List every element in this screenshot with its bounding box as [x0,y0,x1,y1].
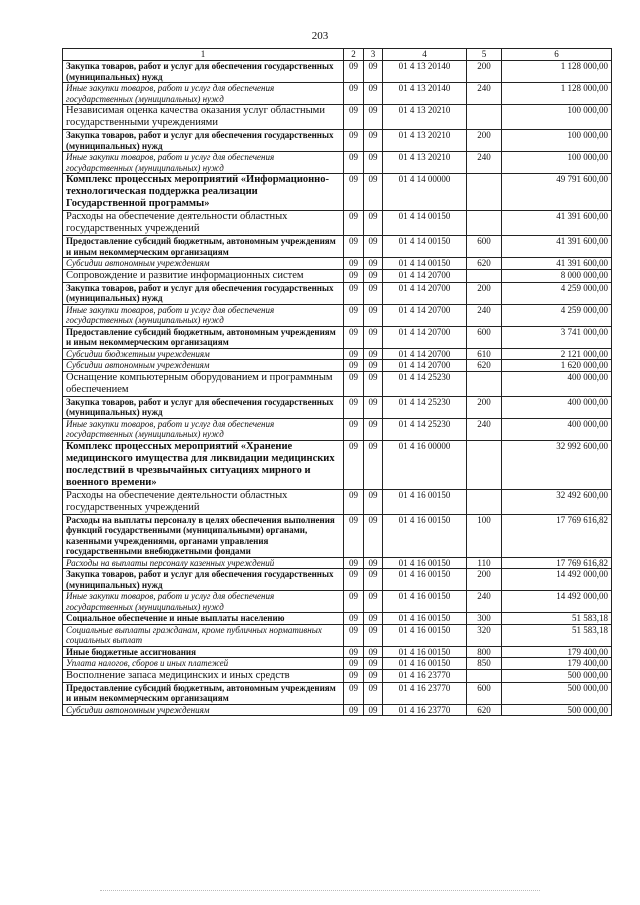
row-name: Иные закупки товаров, работ и услуг для обеспечения государственных (муниципальных) нужд [63,304,344,326]
target-item-code: 01 4 13 20210 [383,152,467,174]
target-item-code: 01 4 14 20700 [383,360,467,372]
table-row [63,236,612,258]
table-row [63,569,612,591]
amount: 41 391 600,00 [502,211,612,236]
expense-type-code: 110 [467,557,502,569]
page-number: 203 [311,30,329,42]
table-row [63,360,612,372]
target-item-code: 01 4 16 00150 [383,624,467,646]
amount: 100 000,00 [502,152,612,174]
section-code: 09 [344,646,364,658]
table-row [63,282,612,304]
target-item-code: 01 4 16 23770 [383,669,467,682]
table-row [63,174,612,211]
subsection-code: 09 [364,61,383,83]
amount: 51 583,18 [502,613,612,625]
row-name: Расходы на обеспечение деятельности областных государственных учреждений [63,489,344,514]
row-name: Субсидии автономным учреждениям [63,258,344,270]
expense-type-code: 200 [467,396,502,418]
subsection-code: 09 [364,152,383,174]
expense-type-code: 240 [467,83,502,105]
row-name: Закупка товаров, работ и услуг для обеспечения государственных (муниципальных) нужд [63,569,344,591]
section-code: 09 [344,105,364,130]
subsection-code: 09 [364,624,383,646]
header-col-5: 5 [467,49,502,61]
section-code: 09 [344,83,364,105]
expense-type-code: 300 [467,613,502,625]
row-name: Субсидии автономным учреждениям [63,360,344,372]
subsection-code: 09 [364,682,383,704]
target-item-code: 01 4 14 25230 [383,418,467,440]
amount: 8 000 000,00 [502,269,612,282]
section-code: 09 [344,591,364,613]
target-item-code: 01 4 14 00000 [383,174,467,211]
target-item-code: 01 4 16 00150 [383,613,467,625]
expense-type-code: 610 [467,348,502,360]
amount: 51 583,18 [502,624,612,646]
expense-type-code: 620 [467,360,502,372]
table-row [63,591,612,613]
expense-type-code: 240 [467,418,502,440]
subsection-code: 09 [364,236,383,258]
expense-type-code [467,440,502,489]
amount: 17 769 616,82 [502,514,612,557]
target-item-code: 01 4 14 00150 [383,211,467,236]
amount: 400 000,00 [502,418,612,440]
row-name: Закупка товаров, работ и услуг для обеспечения государственных (муниципальных) нужд [63,282,344,304]
subsection-code: 09 [364,658,383,670]
section-code: 09 [344,304,364,326]
expense-type-code: 800 [467,646,502,658]
expense-type-code [467,489,502,514]
subsection-code: 09 [364,613,383,625]
target-item-code: 01 4 14 20700 [383,304,467,326]
target-item-code: 01 4 16 00150 [383,591,467,613]
subsection-code: 09 [364,646,383,658]
section-code: 09 [344,211,364,236]
target-item-code: 01 4 13 20210 [383,105,467,130]
subsection-code: 09 [364,418,383,440]
section-code: 09 [344,658,364,670]
table-row [63,105,612,130]
amount: 179 400,00 [502,658,612,670]
subsection-code: 09 [364,304,383,326]
table-row [63,704,612,716]
table-row [63,348,612,360]
target-item-code: 01 4 14 20700 [383,269,467,282]
expense-type-code: 620 [467,258,502,270]
subsection-code: 09 [364,489,383,514]
row-name: Уплата налогов, сборов и иных платежей [63,658,344,670]
section-code: 09 [344,557,364,569]
table-row [63,489,612,514]
subsection-code: 09 [364,83,383,105]
target-item-code: 01 4 14 20700 [383,348,467,360]
target-item-code: 01 4 16 00150 [383,569,467,591]
target-item-code: 01 4 16 23770 [383,704,467,716]
section-code: 09 [344,371,364,396]
row-name: Иные закупки товаров, работ и услуг для обеспечения государственных (муниципальных) нужд [63,83,344,105]
expense-type-code: 200 [467,130,502,152]
amount: 100 000,00 [502,105,612,130]
amount: 500 000,00 [502,669,612,682]
row-name: Расходы на выплаты персоналу в целях обеспечения выполнения функций государственными (муниципальными) органами, казенными учреждениями, органами управления государственными внебюджетными фондами [63,514,344,557]
section-code: 09 [344,269,364,282]
expense-type-code [467,105,502,130]
expense-type-code: 200 [467,569,502,591]
subsection-code: 09 [364,348,383,360]
table-row [63,658,612,670]
amount: 500 000,00 [502,704,612,716]
amount: 500 000,00 [502,682,612,704]
row-name: Комплекс процессных мероприятий «Информационно-технологическая поддержка реализации Государственной программы» [63,174,344,211]
row-name: Иные закупки товаров, работ и услуг для обеспечения государственных (муниципальных) нужд [63,418,344,440]
amount: 49 791 600,00 [502,174,612,211]
amount: 4 259 000,00 [502,304,612,326]
expense-type-code: 100 [467,514,502,557]
budget-table [62,48,612,716]
section-code: 09 [344,682,364,704]
target-item-code: 01 4 16 00150 [383,658,467,670]
amount: 3 741 000,00 [502,326,612,348]
target-item-code: 01 4 14 00150 [383,258,467,270]
section-code: 09 [344,282,364,304]
subsection-code: 09 [364,569,383,591]
expense-type-code: 240 [467,152,502,174]
target-item-code: 01 4 14 25230 [383,371,467,396]
amount: 14 492 000,00 [502,591,612,613]
header-col-3: 3 [364,49,383,61]
subsection-code: 09 [364,591,383,613]
table-row [63,83,612,105]
header-col-6: 6 [502,49,612,61]
target-item-code: 01 4 16 00150 [383,557,467,569]
expense-type-code: 320 [467,624,502,646]
table-row [63,371,612,396]
amount: 1 620 000,00 [502,360,612,372]
row-name: Иные бюджетные ассигнования [63,646,344,658]
row-name: Восполнение запаса медицинских и иных средств [63,669,344,682]
table-row [63,258,612,270]
table-row [63,152,612,174]
section-code: 09 [344,624,364,646]
row-name: Социальное обеспечение и иные выплаты населению [63,613,344,625]
section-code: 09 [344,174,364,211]
expense-type-code [467,269,502,282]
subsection-code: 09 [364,326,383,348]
section-code: 09 [344,396,364,418]
target-item-code: 01 4 13 20210 [383,130,467,152]
target-item-code: 01 4 14 00150 [383,236,467,258]
row-name: Расходы на обеспечение деятельности областных государственных учреждений [63,211,344,236]
table-row [63,326,612,348]
section-code: 09 [344,440,364,489]
amount: 1 128 000,00 [502,61,612,83]
expense-type-code [467,371,502,396]
expense-type-code: 200 [467,282,502,304]
section-code: 09 [344,514,364,557]
target-item-code: 01 4 13 20140 [383,61,467,83]
table-row [63,682,612,704]
table-row [63,211,612,236]
row-name: Субсидии бюджетным учреждениям [63,348,344,360]
section-code: 09 [344,418,364,440]
row-name: Расходы на выплаты персоналу казенных учреждений [63,557,344,569]
amount: 32 992 600,00 [502,440,612,489]
subsection-code: 09 [364,669,383,682]
table-row [63,130,612,152]
header-col-2: 2 [344,49,364,61]
header-col-4: 4 [383,49,467,61]
table-row [63,396,612,418]
table-row [63,269,612,282]
row-name: Иные закупки товаров, работ и услуг для обеспечения государственных (муниципальных) нужд [63,591,344,613]
section-code: 09 [344,236,364,258]
table-row [63,613,612,625]
table-row [63,61,612,83]
header-col-1: 1 [63,49,344,61]
expense-type-code: 620 [467,704,502,716]
section-code: 09 [344,326,364,348]
subsection-code: 09 [364,269,383,282]
section-code: 09 [344,152,364,174]
expense-type-code: 200 [467,61,502,83]
row-name: Закупка товаров, работ и услуг для обеспечения государственных (муниципальных) нужд [63,396,344,418]
expense-type-code: 240 [467,304,502,326]
subsection-code: 09 [364,514,383,557]
section-code: 09 [344,489,364,514]
target-item-code: 01 4 16 23770 [383,682,467,704]
subsection-code: 09 [364,174,383,211]
table-row [63,304,612,326]
section-code: 09 [344,704,364,716]
subsection-code: 09 [364,557,383,569]
row-name: Иные закупки товаров, работ и услуг для обеспечения государственных (муниципальных) нужд [63,152,344,174]
amount: 14 492 000,00 [502,569,612,591]
section-code: 09 [344,569,364,591]
row-name: Независимая оценка качества оказания услуг областными государственными учреждениями [63,105,344,130]
row-name: Закупка товаров, работ и услуг для обеспечения государственных (муниципальных) нужд [63,130,344,152]
table-row [63,557,612,569]
target-item-code: 01 4 14 20700 [383,282,467,304]
subsection-code: 09 [364,704,383,716]
subsection-code: 09 [364,360,383,372]
subsection-code: 09 [364,371,383,396]
section-code: 09 [344,613,364,625]
expense-type-code: 600 [467,236,502,258]
subsection-code: 09 [364,396,383,418]
section-code: 09 [344,669,364,682]
row-name: Комплекс процессных мероприятий «Хранение медицинского имущества для ликвидации медицинских последствий в чрезвычайных ситуациях мирного и военного времени» [63,440,344,489]
amount: 2 121 000,00 [502,348,612,360]
target-item-code: 01 4 14 20700 [383,326,467,348]
section-code: 09 [344,258,364,270]
amount: 41 391 600,00 [502,258,612,270]
table-body [63,61,612,716]
table-row [63,514,612,557]
table-row [63,624,612,646]
table-row [63,418,612,440]
expense-type-code [467,211,502,236]
section-code: 09 [344,348,364,360]
header-row [63,49,612,61]
target-item-code: 01 4 16 00150 [383,489,467,514]
subsection-code: 09 [364,105,383,130]
table-row [63,669,612,682]
subsection-code: 09 [364,211,383,236]
expense-type-code [467,174,502,211]
amount: 1 128 000,00 [502,83,612,105]
row-name: Сопровождение и развитие информационных систем [63,269,344,282]
expense-type-code: 240 [467,591,502,613]
amount: 32 492 600,00 [502,489,612,514]
section-code: 09 [344,130,364,152]
row-name: Закупка товаров, работ и услуг для обеспечения государственных (муниципальных) нужд [63,61,344,83]
expense-type-code: 600 [467,682,502,704]
target-item-code: 01 4 16 00150 [383,646,467,658]
row-name: Предоставление субсидий бюджетным, автономным учреждениям и иным некоммерческим организациям [63,236,344,258]
target-item-code: 01 4 14 25230 [383,396,467,418]
amount: 41 391 600,00 [502,236,612,258]
row-name: Предоставление субсидий бюджетным, автономным учреждениям и иным некоммерческим организациям [63,326,344,348]
table-row [63,646,612,658]
subsection-code: 09 [364,440,383,489]
footer-divider [100,890,540,891]
expense-type-code [467,669,502,682]
row-name: Субсидии автономным учреждениям [63,704,344,716]
section-code: 09 [344,61,364,83]
row-name: Оснащение компьютерным оборудованием и программным обеспечением [63,371,344,396]
subsection-code: 09 [364,258,383,270]
subsection-code: 09 [364,130,383,152]
amount: 17 769 616,82 [502,557,612,569]
section-code: 09 [344,360,364,372]
row-name: Социальные выплаты гражданам, кроме публичных нормативных социальных выплат [63,624,344,646]
amount: 400 000,00 [502,371,612,396]
table-row [63,440,612,489]
expense-type-code: 850 [467,658,502,670]
amount: 179 400,00 [502,646,612,658]
subsection-code: 09 [364,282,383,304]
expense-type-code: 600 [467,326,502,348]
target-item-code: 01 4 16 00150 [383,514,467,557]
amount: 4 259 000,00 [502,282,612,304]
target-item-code: 01 4 13 20140 [383,83,467,105]
amount: 100 000,00 [502,130,612,152]
target-item-code: 01 4 16 00000 [383,440,467,489]
row-name: Предоставление субсидий бюджетным, автономным учреждениям и иным некоммерческим организациям [63,682,344,704]
amount: 400 000,00 [502,396,612,418]
